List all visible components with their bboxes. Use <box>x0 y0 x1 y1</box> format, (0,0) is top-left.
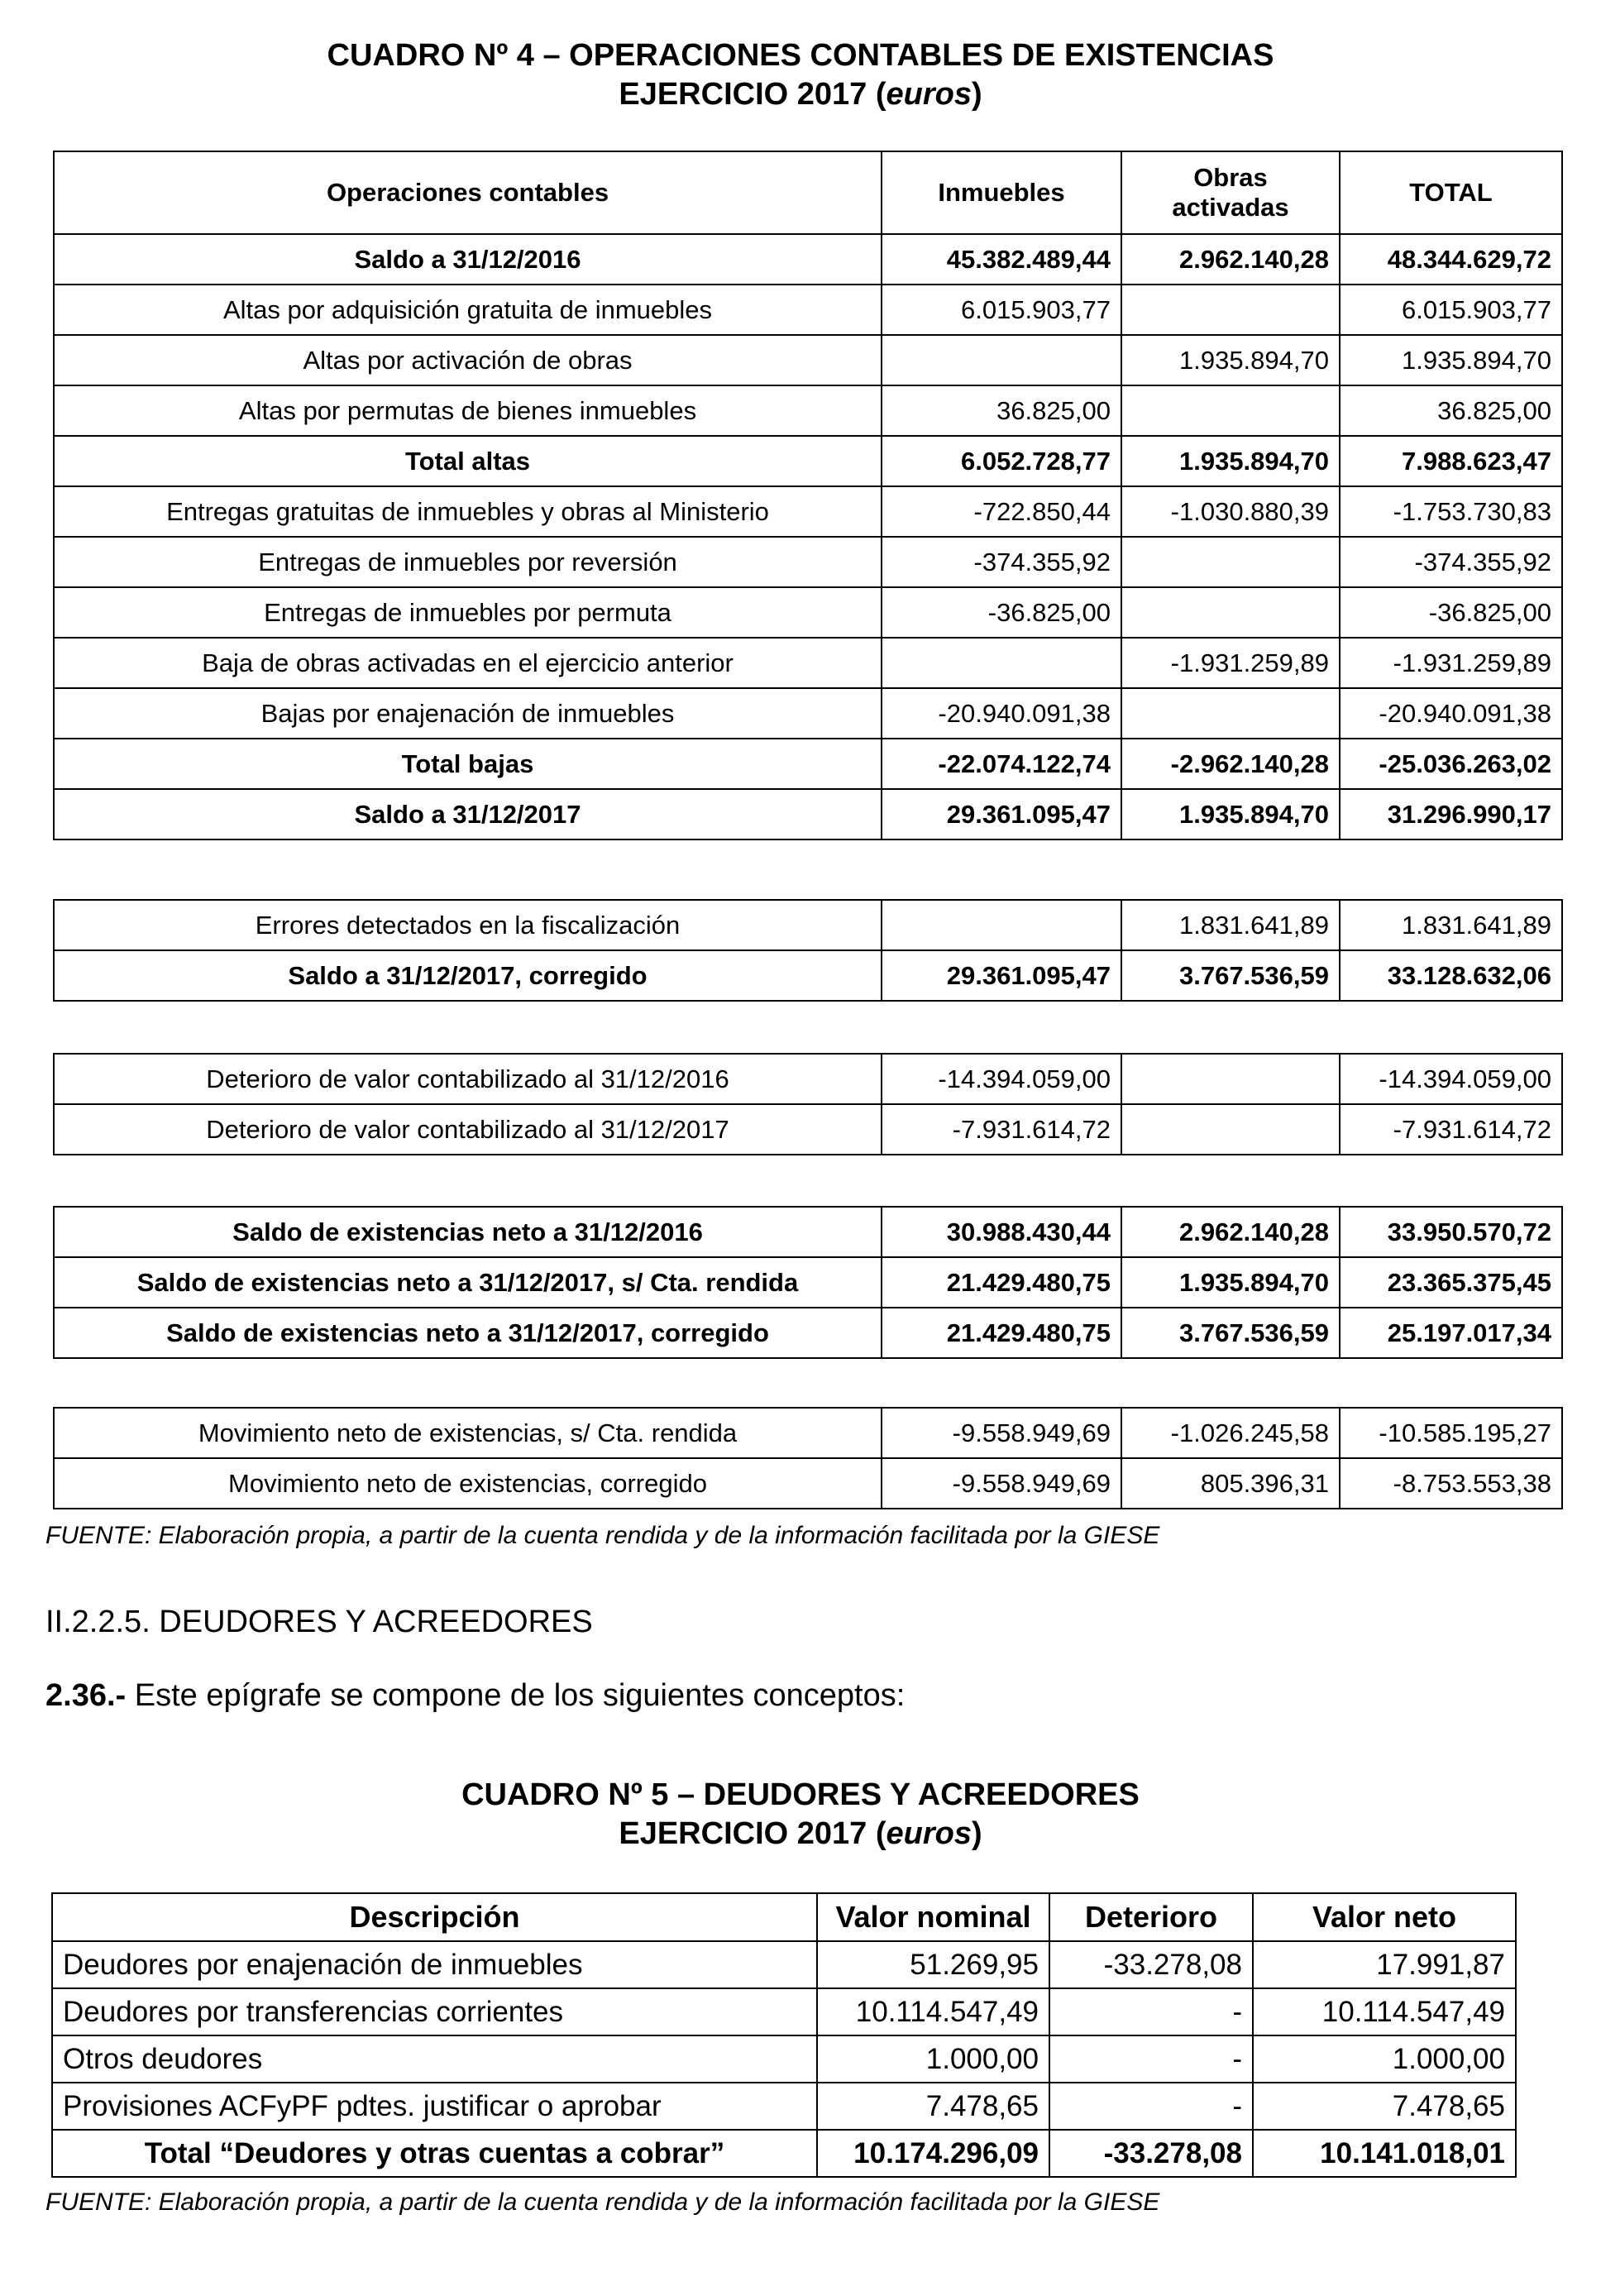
cell-inmuebles: 30.988.430,44 <box>882 1207 1121 1257</box>
row-label: Baja de obras activadas en el ejercicio anterior <box>54 638 882 688</box>
cell-valor-nominal: 1.000,00 <box>817 2035 1049 2083</box>
cell-deterioro: - <box>1049 1988 1253 2035</box>
header-obras-activadas: Obras activadas <box>1121 151 1340 234</box>
cell-inmuebles: 29.361.095,47 <box>882 789 1121 839</box>
cuadro5-body <box>52 1941 1516 2177</box>
cell-inmuebles: -7.931.614,72 <box>882 1104 1121 1155</box>
cell-obras-activadas <box>1121 587 1340 638</box>
cuadro4-section5 <box>54 1408 1562 1509</box>
cell-obras-activadas: 1.935.894,70 <box>1121 1257 1340 1308</box>
cell-inmuebles: 6.052.728,77 <box>882 436 1121 486</box>
paragraph-number: 2.36.- <box>45 1678 127 1713</box>
cell-total: 36.825,00 <box>1340 385 1562 436</box>
cell-total: 1.935.894,70 <box>1340 335 1562 385</box>
header-operaciones: Operaciones contables <box>54 151 882 234</box>
table-row <box>54 900 1562 950</box>
cell-inmuebles: 36.825,00 <box>882 385 1121 436</box>
row-label: Deterioro de valor contabilizado al 31/12/2017 <box>54 1104 882 1155</box>
table-row <box>54 335 1562 385</box>
table-row <box>54 1054 1562 1104</box>
cuadro4-movimiento-table <box>53 1407 1563 1509</box>
cell-inmuebles: -374.355,92 <box>882 537 1121 587</box>
header-deterioro: Deterioro <box>1049 1893 1253 1941</box>
cell-total: -25.036.263,02 <box>1340 739 1562 789</box>
cell-total: 6.015.903,77 <box>1340 285 1562 335</box>
cell-inmuebles: 6.015.903,77 <box>882 285 1121 335</box>
cell-inmuebles: 21.429.480,75 <box>882 1257 1121 1308</box>
row-label: Saldo de existencias neto a 31/12/2016 <box>54 1207 882 1257</box>
table-row <box>54 587 1562 638</box>
cuadro4-title-line1: CUADRO Nº 4 – OPERACIONES CONTABLES DE EXISTENCIAS <box>327 38 1274 73</box>
cell-total: 23.365.375,45 <box>1340 1257 1562 1308</box>
cuadro4-section4 <box>54 1207 1562 1358</box>
paragraph-2-36 <box>45 1678 905 1714</box>
table-row <box>54 385 1562 436</box>
cuadro5-header-row <box>52 1893 1516 1941</box>
cuadro4-section1 <box>54 234 1562 839</box>
cuadro5-table <box>51 1892 1517 2178</box>
table-row <box>54 234 1562 285</box>
cell-inmuebles: -14.394.059,00 <box>882 1054 1121 1104</box>
cell-inmuebles: -722.850,44 <box>882 486 1121 537</box>
cuadro4-main-table <box>53 151 1563 840</box>
cell-valor-neto: 1.000,00 <box>1253 2035 1516 2083</box>
table-row <box>54 1408 1562 1458</box>
cell-total: 7.988.623,47 <box>1340 436 1562 486</box>
table-row <box>54 1308 1562 1358</box>
row-label: Entregas gratuitas de inmuebles y obras al Ministerio <box>54 486 882 537</box>
table-row <box>52 1941 1516 1988</box>
cell-obras-activadas: -1.931.259,89 <box>1121 638 1340 688</box>
cell-total: -20.940.091,38 <box>1340 688 1562 739</box>
row-label: Total altas <box>54 436 882 486</box>
cell-obras-activadas: 3.767.536,59 <box>1121 950 1340 1001</box>
header-valor-nominal: Valor nominal <box>817 1893 1049 1941</box>
cell-obras-activadas: 1.831.641,89 <box>1121 900 1340 950</box>
table-row <box>54 537 1562 587</box>
cuadro4-title-line2: EJERCICIO 2017 (euros) <box>619 77 982 112</box>
cell-descripcion: Provisiones ACFyPF pdtes. justificar o aprobar <box>52 2083 817 2130</box>
table-row <box>54 739 1562 789</box>
cuadro4-source-note: FUENTE: Elaboración propia, a partir de la cuenta rendida y de la información facilitada por la GIESE <box>45 1522 1160 1549</box>
cell-inmuebles: -22.074.122,74 <box>882 739 1121 789</box>
table-row <box>54 486 1562 537</box>
cell-deterioro: -33.278,08 <box>1049 1941 1253 1988</box>
cell-total: -7.931.614,72 <box>1340 1104 1562 1155</box>
cell-valor-neto: 10.141.018,01 <box>1253 2130 1516 2177</box>
cell-inmuebles <box>882 900 1121 950</box>
row-label: Altas por activación de obras <box>54 335 882 385</box>
cell-total: -1.931.259,89 <box>1340 638 1562 688</box>
cell-descripcion: Otros deudores <box>52 2035 817 2083</box>
row-label: Movimiento neto de existencias, corregido <box>54 1458 882 1509</box>
cell-obras-activadas: -2.962.140,28 <box>1121 739 1340 789</box>
cell-inmuebles: 29.361.095,47 <box>882 950 1121 1001</box>
cell-obras-activadas: 1.935.894,70 <box>1121 436 1340 486</box>
cuadro4-section2 <box>54 900 1562 1001</box>
row-label: Saldo de existencias neto a 31/12/2017, s/ Cta. rendida <box>54 1257 882 1308</box>
table-row <box>54 789 1562 839</box>
cell-descripcion: Total “Deudores y otras cuentas a cobrar” <box>52 2130 817 2177</box>
table-row <box>54 285 1562 335</box>
row-label: Errores detectados en la fiscalización <box>54 900 882 950</box>
cell-valor-neto: 7.478,65 <box>1253 2083 1516 2130</box>
cell-obras-activadas: 1.935.894,70 <box>1121 335 1340 385</box>
cell-inmuebles: 45.382.489,44 <box>882 234 1121 285</box>
cell-valor-neto: 17.991,87 <box>1253 1941 1516 1988</box>
cuadro5-title-line1: CUADRO Nº 5 – DEUDORES Y ACREEDORES <box>461 1777 1140 1812</box>
cell-total: -10.585.195,27 <box>1340 1408 1562 1458</box>
cell-obras-activadas: 3.767.536,59 <box>1121 1308 1340 1358</box>
cell-total: 33.128.632,06 <box>1340 950 1562 1001</box>
table-row <box>52 2083 1516 2130</box>
cell-total: -1.753.730,83 <box>1340 486 1562 537</box>
cell-inmuebles: -36.825,00 <box>882 587 1121 638</box>
cuadro4-header-row <box>54 151 1562 234</box>
cell-total: -36.825,00 <box>1340 587 1562 638</box>
cell-obras-activadas: -1.026.245,58 <box>1121 1408 1340 1458</box>
cell-obras-activadas <box>1121 688 1340 739</box>
cell-descripcion: Deudores por transferencias corrientes <box>52 1988 817 2035</box>
table-row <box>54 950 1562 1001</box>
row-label: Entregas de inmuebles por reversión <box>54 537 882 587</box>
row-label: Bajas por enajenación de inmuebles <box>54 688 882 739</box>
cuadro5-title <box>0 1776 1601 1854</box>
table-row <box>54 1207 1562 1257</box>
cell-valor-nominal: 10.174.296,09 <box>817 2130 1049 2177</box>
section-heading: II.2.2.5. DEUDORES Y ACREEDORES <box>45 1605 593 1639</box>
cuadro4-deterioro-table <box>53 1053 1563 1155</box>
cell-obras-activadas <box>1121 385 1340 436</box>
row-label: Deterioro de valor contabilizado al 31/12/2016 <box>54 1054 882 1104</box>
cuadro4-section3 <box>54 1054 1562 1155</box>
cell-total: -8.753.553,38 <box>1340 1458 1562 1509</box>
cell-valor-nominal: 10.114.547,49 <box>817 1988 1049 2035</box>
cell-total: 48.344.629,72 <box>1340 234 1562 285</box>
cell-obras-activadas <box>1121 537 1340 587</box>
table-row <box>52 2035 1516 2083</box>
cell-inmuebles <box>882 638 1121 688</box>
table-row <box>54 1257 1562 1308</box>
header-valor-neto: Valor neto <box>1253 1893 1516 1941</box>
row-label: Entregas de inmuebles por permuta <box>54 587 882 638</box>
cell-obras-activadas <box>1121 285 1340 335</box>
table-row <box>54 1458 1562 1509</box>
cell-inmuebles: 21.429.480,75 <box>882 1308 1121 1358</box>
cuadro5-source-note: FUENTE: Elaboración propia, a partir de la cuenta rendida y de la información facilitada por la GIESE <box>45 2188 1160 2216</box>
cell-obras-activadas: -1.030.880,39 <box>1121 486 1340 537</box>
cell-total: 31.296.990,17 <box>1340 789 1562 839</box>
row-label: Altas por adquisición gratuita de inmuebles <box>54 285 882 335</box>
cell-deterioro: - <box>1049 2083 1253 2130</box>
paragraph-text: Este epígrafe se compone de los siguientes conceptos: <box>126 1678 906 1713</box>
cell-total: 1.831.641,89 <box>1340 900 1562 950</box>
cuadro4-corrections-table <box>53 899 1563 1002</box>
cell-total: 25.197.017,34 <box>1340 1308 1562 1358</box>
cell-descripcion: Deudores por enajenación de inmuebles <box>52 1941 817 1988</box>
cell-total: -374.355,92 <box>1340 537 1562 587</box>
cell-total: -14.394.059,00 <box>1340 1054 1562 1104</box>
cell-obras-activadas: 805.396,31 <box>1121 1458 1340 1509</box>
row-label: Saldo de existencias neto a 31/12/2017, corregido <box>54 1308 882 1358</box>
cell-inmuebles <box>882 335 1121 385</box>
cuadro4-saldo-neto-table <box>53 1206 1563 1359</box>
cell-obras-activadas: 2.962.140,28 <box>1121 234 1340 285</box>
table-row <box>54 688 1562 739</box>
cell-obras-activadas <box>1121 1104 1340 1155</box>
cell-deterioro: -33.278,08 <box>1049 2130 1253 2177</box>
table-row <box>52 2130 1516 2177</box>
header-descripcion: Descripción <box>52 1893 817 1941</box>
cell-inmuebles: -9.558.949,69 <box>882 1408 1121 1458</box>
row-label: Altas por permutas de bienes inmuebles <box>54 385 882 436</box>
row-label: Saldo a 31/12/2016 <box>54 234 882 285</box>
row-label: Movimiento neto de existencias, s/ Cta. rendida <box>54 1408 882 1458</box>
cell-total: 33.950.570,72 <box>1340 1207 1562 1257</box>
header-total: TOTAL <box>1340 151 1562 234</box>
row-label: Saldo a 31/12/2017 <box>54 789 882 839</box>
row-label: Total bajas <box>54 739 882 789</box>
cell-valor-nominal: 7.478,65 <box>817 2083 1049 2130</box>
cell-valor-neto: 10.114.547,49 <box>1253 1988 1516 2035</box>
table-row <box>54 638 1562 688</box>
table-row <box>52 1988 1516 2035</box>
cell-inmuebles: -9.558.949,69 <box>882 1458 1121 1509</box>
cell-inmuebles: -20.940.091,38 <box>882 688 1121 739</box>
cuadro4-title <box>0 36 1601 114</box>
cell-obras-activadas: 1.935.894,70 <box>1121 789 1340 839</box>
cuadro5-title-line2: EJERCICIO 2017 (euros) <box>619 1816 982 1851</box>
cell-valor-nominal: 51.269,95 <box>817 1941 1049 1988</box>
table-row <box>54 1104 1562 1155</box>
header-inmuebles: Inmuebles <box>882 151 1121 234</box>
table-row <box>54 436 1562 486</box>
cell-obras-activadas <box>1121 1054 1340 1104</box>
row-label: Saldo a 31/12/2017, corregido <box>54 950 882 1001</box>
cell-deterioro: - <box>1049 2035 1253 2083</box>
cell-obras-activadas: 2.962.140,28 <box>1121 1207 1340 1257</box>
